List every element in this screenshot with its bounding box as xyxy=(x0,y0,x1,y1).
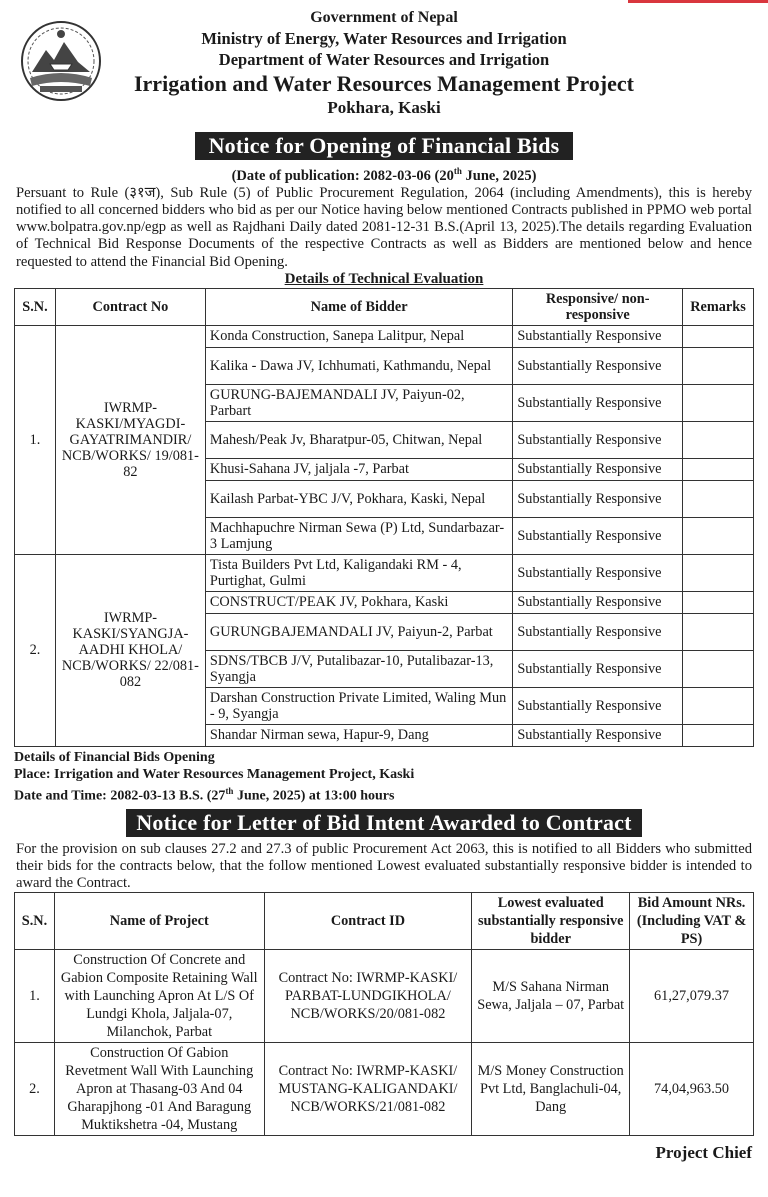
col-sn: S.N. xyxy=(15,893,55,950)
award-table xyxy=(14,892,754,1136)
government-name: Government of Nepal xyxy=(310,9,458,26)
bidder-name: GURUNG-BAJEMANDALI JV, Paiyun-02, Parbart xyxy=(205,384,512,421)
contract-sn: 1. xyxy=(15,325,56,554)
bidder-status: Substantially Responsive xyxy=(513,591,683,613)
letterhead xyxy=(14,8,754,128)
notice1-banner xyxy=(14,132,754,160)
project-name: Irrigation and Water Resources Management Project xyxy=(133,71,634,96)
signatory: Project Chief xyxy=(655,1143,752,1163)
bidder-remarks xyxy=(683,554,754,591)
award-bidder: M/S Sahana Nirman Sewa, Jaljala – 07, Parbat xyxy=(472,950,630,1043)
bidder-remarks xyxy=(683,613,754,650)
bidder-status: Substantially Responsive xyxy=(513,384,683,421)
bidder-remarks xyxy=(683,517,754,554)
bidder-status: Substantially Responsive xyxy=(513,347,683,384)
contract-sn: 2. xyxy=(15,554,56,746)
col-bid-amount: Bid Amount NRs. (Including VAT & PS) xyxy=(630,893,754,950)
opening-datetime-suffix: June, 2025) at 13:00 hours xyxy=(233,788,395,804)
notice2-banner xyxy=(14,809,754,837)
nepal-emblem-icon xyxy=(20,20,102,102)
contract-no: IWRMP-KASKI/MYAGDI-GAYATRIMANDIR/ NCB/WORKS/ 19/081-82 xyxy=(55,325,205,554)
award-contract-id: Contract No: IWRMP-KASKI/ MUSTANG-KALIGANDAKI/ NCB/WORKS/21/081-082 xyxy=(264,1043,472,1136)
bidder-remarks xyxy=(683,724,754,746)
notice1-title: Notice for Opening of Financial Bids xyxy=(195,132,574,160)
bidder-remarks xyxy=(683,384,754,421)
col-responsive: Responsive/ non-responsive xyxy=(513,288,683,325)
bidder-status: Substantially Responsive xyxy=(513,613,683,650)
bidder-name: Shandar Nirman sewa, Hapur-9, Dang xyxy=(205,724,512,746)
bidder-remarks xyxy=(683,591,754,613)
bidder-status: Substantially Responsive xyxy=(513,724,683,746)
col-remarks: Remarks xyxy=(683,288,754,325)
col-project: Name of Project xyxy=(54,893,264,950)
table-row xyxy=(15,554,754,591)
bidder-status: Substantially Responsive xyxy=(513,325,683,347)
notice2-body: For the provision on sub clauses 27.2 and 27.3 of public Procurement Act 2063, this is notified to all Bidders who submitted their bids for the contracts below, that the follow mentioned Lowest evaluated substantially responsive bidder is intended to award the Contract. xyxy=(16,840,752,891)
project-location: Pokhara, Kaski xyxy=(327,98,441,117)
bidder-remarks xyxy=(683,687,754,724)
opening-datetime xyxy=(14,783,754,805)
bidder-status: Substantially Responsive xyxy=(513,517,683,554)
bidder-name: SDNS/TBCB J/V, Putalibazar-10, Putalibazar-13, Syangja xyxy=(205,650,512,687)
opening-datetime-prefix: Date and Time: 2082-03-13 B.S. (27 xyxy=(14,788,226,804)
bidder-remarks xyxy=(683,480,754,517)
pub-date-sup: th xyxy=(453,166,462,176)
col-sn: S.N. xyxy=(15,288,56,325)
bidder-name: Kalika - Dawa JV, Ichhumati, Kathmandu, Nepal xyxy=(205,347,512,384)
technical-evaluation-title: Details of Technical Evaluation xyxy=(284,270,484,287)
bidder-remarks xyxy=(683,650,754,687)
bidder-remarks xyxy=(683,421,754,458)
col-bidder: Name of Bidder xyxy=(205,288,512,325)
top-accent-bar xyxy=(628,0,768,3)
award-sn: 1. xyxy=(15,950,55,1043)
bidder-name: CONSTRUCT/PEAK JV, Pokhara, Kaski xyxy=(205,591,512,613)
bidder-remarks xyxy=(683,458,754,480)
opening-datetime-sup: th xyxy=(225,785,234,796)
bidder-name: Tista Builders Pvt Ltd, Kaligandaki RM - 4, Purtighat, Gulmi xyxy=(205,554,512,591)
award-project: Construction Of Concrete and Gabion Composite Retaining Wall with Launching Apron At L/S Of Lundgi Khola, Jaljala-07, Milanchok, Parbat xyxy=(54,950,264,1043)
notice2-title: Notice for Letter of Bid Intent Awarded to Contract xyxy=(126,809,641,837)
opening-place: Place: Irrigation and Water Resources Management Project, Kaski xyxy=(14,766,415,782)
financial-opening-details xyxy=(14,749,754,805)
bidder-name: Konda Construction, Sanepa Lalitpur, Nepal xyxy=(205,325,512,347)
award-bidder: M/S Money Construction Pvt Ltd, Banglachuli-04, Dang xyxy=(472,1043,630,1136)
bidder-status: Substantially Responsive xyxy=(513,554,683,591)
technical-evaluation-table xyxy=(14,288,754,747)
award-amount: 61,27,079.37 xyxy=(630,950,754,1043)
col-contract-id: Contract ID xyxy=(264,893,472,950)
bidder-name: Darshan Construction Private Limited, Waling Mun - 9, Syangja xyxy=(205,687,512,724)
bidder-remarks xyxy=(683,325,754,347)
table-row xyxy=(15,1043,754,1136)
table-row xyxy=(15,325,754,347)
bidder-status: Substantially Responsive xyxy=(513,421,683,458)
award-sn: 2. xyxy=(15,1043,55,1136)
bidder-name: Khusi-Sahana JV, jaljala -7, Parbat xyxy=(205,458,512,480)
col-contract-no: Contract No xyxy=(55,288,205,325)
notice1-body: Persuant to Rule (३१ज), Sub Rule (5) of Public Procurement Regulation, 2064 (including Amendments), this is hereby notified to all concerned bidders who bid as per our Notice having below mentioned Contracts published in PPMO web portal www.bolpatra.gov.np/egp as well as Rajdhani Daily dated 2081-12-31 B.S.(April 13, 2025).The details regarding Evaluation of Technical Bid Response Documents of the respective Contracts as well as Bidders are mentioned below and hence requested to attend the Financial Bid Opening. xyxy=(16,184,752,270)
table-header-row xyxy=(15,893,754,950)
award-amount: 74,04,963.50 xyxy=(630,1043,754,1136)
pub-date-prefix: (Date of publication: 2082-03-06 (20 xyxy=(231,167,454,184)
bidder-remarks xyxy=(683,347,754,384)
opening-heading: Details of Financial Bids Opening xyxy=(14,749,215,765)
bidder-status: Substantially Responsive xyxy=(513,687,683,724)
bidder-name: Kailash Parbat-YBC J/V, Pokhara, Kaski, Nepal xyxy=(205,480,512,517)
bidder-status: Substantially Responsive xyxy=(513,458,683,480)
ministry-name: Ministry of Energy, Water Resources and Irrigation xyxy=(201,29,567,48)
bidder-name: GURUNGBAJEMANDALI JV, Paiyun-2, Parbat xyxy=(205,613,512,650)
publication-date xyxy=(14,162,754,185)
notice-page xyxy=(14,8,754,1164)
award-project: Construction Of Gabion Revetment Wall With Launching Apron at Thasang-03 And 04 Gharapjhong -01 And Baragung Muktikshetra -04, Mustang xyxy=(54,1043,264,1136)
award-contract-id: Contract No: IWRMP-KASKI/ PARBAT-LUNDGIKHOLA/ NCB/WORKS/20/081-082 xyxy=(264,950,472,1043)
table-header-row xyxy=(15,288,754,325)
col-lowest-bidder: Lowest evaluated substantially responsive bidder xyxy=(472,893,630,950)
contract-no: IWRMP-KASKI/SYANGJA-AADHI KHOLA/ NCB/WORKS/ 22/081-082 xyxy=(55,554,205,746)
bidder-name: Mahesh/Peak Jv, Bharatpur-05, Chitwan, Nepal xyxy=(205,421,512,458)
bidder-status: Substantially Responsive xyxy=(513,650,683,687)
department-name: Department of Water Resources and Irrigation xyxy=(218,50,550,69)
pub-date-suffix: June, 2025) xyxy=(461,167,537,184)
bidder-name: Machhapuchre Nirman Sewa (P) Ltd, Sundarbazar-3 Lamjung xyxy=(205,517,512,554)
bidder-status: Substantially Responsive xyxy=(513,480,683,517)
table-row xyxy=(15,950,754,1043)
